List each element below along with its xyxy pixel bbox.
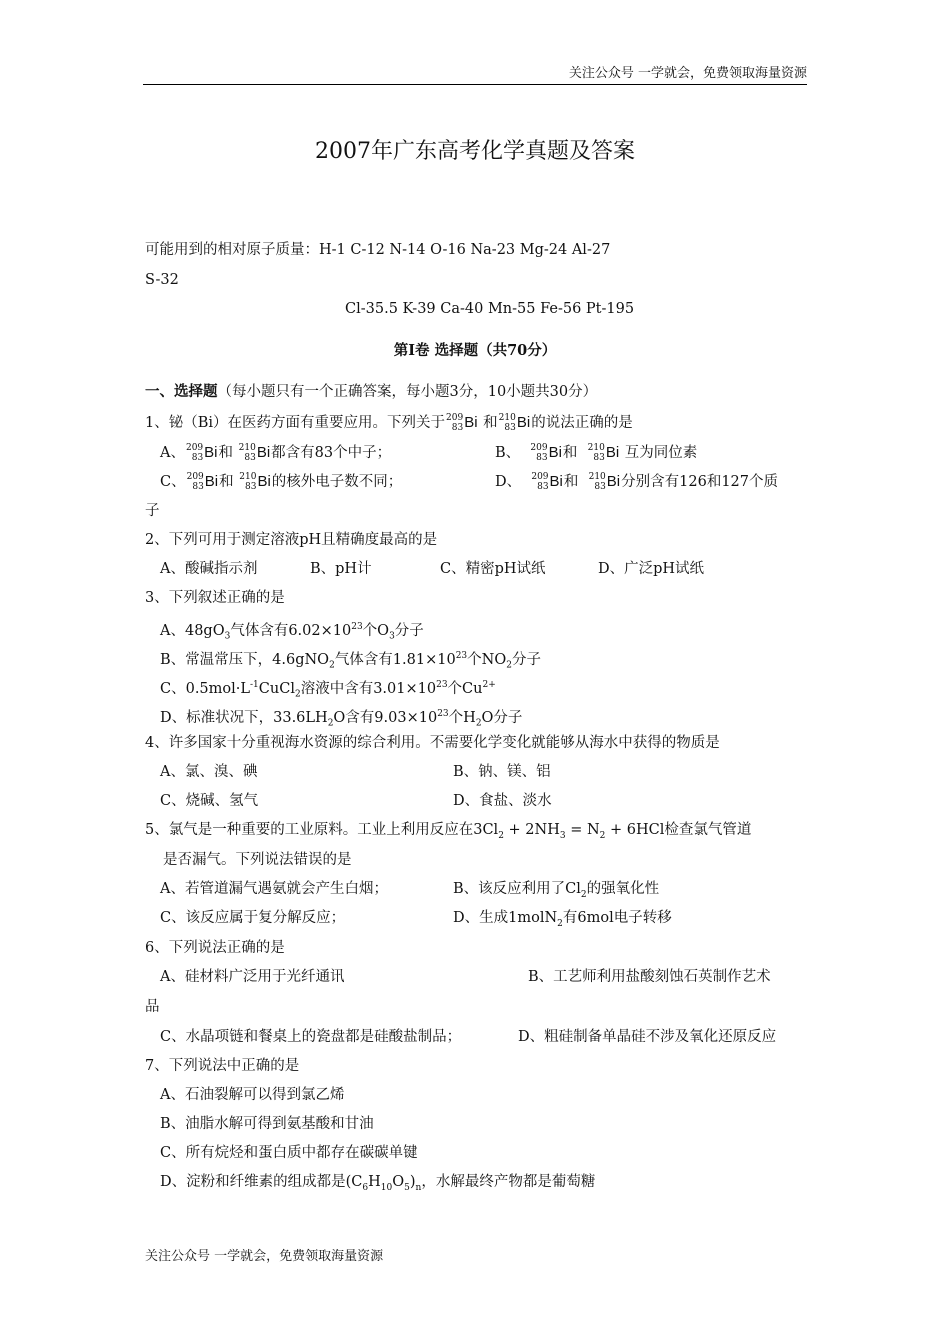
q4-option-b: B、钠、镁、铝 xyxy=(453,764,551,780)
q2-option-d: D、广泛pH试纸 xyxy=(598,561,705,577)
q5-option-a: A、若管道漏气遇氨就会产生白烟； xyxy=(160,881,388,897)
q6-option-a: A、硅材料广泛用于光纤通讯 xyxy=(160,969,345,985)
q6-option-c: C、水晶项链和餐桌上的瓷盘都是硅酸盐制品； xyxy=(160,1029,462,1045)
q5-stem-wrap: 是否漏气。下列说法错误的是 xyxy=(163,852,352,868)
q2-option-c: C、精密pH试纸 xyxy=(440,561,546,577)
part-heading-label: 一、选择题 xyxy=(145,383,218,400)
q4-option-d: D、食盐、淡水 xyxy=(453,793,552,809)
isotope-bi-209: 209 83 Bi xyxy=(185,443,218,463)
q1-option-d-wrap: 子 xyxy=(145,503,160,519)
q5-stem: 5、氯气是一种重要的工业原料。工业上利用反应在$3Cl_2 + 2NH_3 = N_2 + 6HCl$检查氯气管道 xyxy=(145,822,752,841)
q7-option-b: B、油脂水解可得到氨基酸和甘油 xyxy=(160,1116,374,1132)
q7-option-c: C、所有烷烃和蛋白质中都存在碳碳单键 xyxy=(160,1145,418,1161)
q6-option-b-wrap: 品 xyxy=(145,999,160,1015)
isotope-bi-210: 210 83 Bi xyxy=(498,413,531,433)
page-footer: 关注公众号 一学就会，免费领取海量资源 xyxy=(145,1249,384,1264)
part-heading xyxy=(145,382,597,402)
section-heading: 第Ⅰ卷 选择题（共70分） xyxy=(393,342,557,359)
doc-title: 2007年广东高考化学真题及答案 xyxy=(315,139,635,164)
atomic-mass-line-3: Cl-35.5 K-39 Ca-40 Mn-55 Fe-56 Pt-195 xyxy=(345,301,635,317)
q1-option-b: B、 209 83 Bi和 210 83 Bi 互为同位素 xyxy=(495,440,697,466)
q4-stem: 4、许多国家十分重视海水资源的综合利用。不需要化学变化就能够从海水中获得的物质是 xyxy=(145,735,720,751)
q1-stem-text: 1、铋（Bi）在医药方面有重要应用。下列关于 xyxy=(145,415,446,431)
q2-option-b: B、pH计 xyxy=(310,561,372,577)
q1-option-c: C、 209 83 Bi和 210 83 Bi的核外电子数不同； xyxy=(160,469,402,495)
q3-option-b: B、常温常压下，4.6gNO$_2$气体含有$1.81\times 10^{23}$个$NO_2$分子 xyxy=(160,651,541,671)
q3-option-a: A、$48gO_3$气体含有$6.02\times 10^{23}$个$O_3$分子 xyxy=(160,622,424,642)
isotope-bi-209: 209 83 Bi xyxy=(531,472,563,492)
q1-stem-and: 和 xyxy=(483,415,498,431)
q6-option-d: D、粗硅制备单晶硅不涉及氧化还原反应 xyxy=(518,1029,777,1045)
q7-stem: 7、下列说法中正确的是 xyxy=(145,1058,300,1074)
isotope-bi-210: 210 83 Bi xyxy=(239,472,271,492)
q5-option-c: C、该反应属于复分解反应； xyxy=(160,910,346,926)
isotope-bi-209: 209 83 Bi xyxy=(530,443,562,463)
part-heading-note: （每小题只有一个正确答案，每小题3分，10小题共30分） xyxy=(217,384,598,400)
q6-stem: 6、下列说法正确的是 xyxy=(145,940,285,956)
q5-option-b: B、该反应利用了$Cl_2$的强氧化性 xyxy=(453,881,660,900)
q3-option-c: C、$0.5mol\cdot L^{-1}CuCl_2$溶液中含有$3.01\times 10^{23}$个$Cu^{2+}$ xyxy=(160,680,496,700)
q2-option-a: A、酸碱指示剂 xyxy=(160,561,258,577)
q3-stem: 3、下列叙述正确的是 xyxy=(145,590,285,606)
q1-option-d: D、 209 83 Bi和 210 83 Bi分别含有126和127个质 xyxy=(495,469,778,495)
header-rule xyxy=(143,84,807,85)
q7-option-a: A、石油裂解可以得到氯乙烯 xyxy=(160,1087,345,1103)
q5-option-d: D、生成1molN$_2$有6mol电子转移 xyxy=(453,910,672,929)
atomic-mass-line-2: S-32 xyxy=(145,272,179,288)
isotope-bi-210: 210 83 Bi xyxy=(587,443,620,463)
q1-stem-tail: 的说法正确的是 xyxy=(531,415,633,431)
q1-option-a: A、 209 83 Bi和 210 83 Bi都含有83个中子； xyxy=(160,440,391,466)
atomic-mass-line-1: 可能用到的相对原子质量：H-1 C-12 N-14 O-16 Na-23 Mg-24 Al-27 xyxy=(145,242,611,258)
q4-option-c: C、烧碱、氢气 xyxy=(160,793,259,809)
q1-stem xyxy=(145,410,633,436)
isotope-bi-209: 209 83 Bi xyxy=(186,472,219,492)
q3-option-d: D、标准状况下，$33.6LH_2O$含有$9.03\times 10^{23}$个$H_2O$分子 xyxy=(160,709,523,729)
isotope-bi-209: 209 83 Bi xyxy=(446,413,478,433)
q4-option-a: A、氯、溴、碘 xyxy=(160,764,258,780)
q6-option-b: B、工艺师利用盐酸刻蚀石英制作艺术 xyxy=(528,969,771,985)
page-header: 关注公众号 一学就会，免费领取海量资源 xyxy=(568,66,807,81)
isotope-bi-210: 210 83 Bi xyxy=(238,443,271,463)
q2-stem: 2、下列可用于测定溶液pH且精确度最高的是 xyxy=(145,532,438,548)
q7-option-d: D、淀粉和纤维素的组成都是$(C_6H_{10}O_5)_n$，水解最终产物都是葡萄糖 xyxy=(160,1174,596,1193)
isotope-bi-210: 210 83 Bi xyxy=(588,472,621,492)
